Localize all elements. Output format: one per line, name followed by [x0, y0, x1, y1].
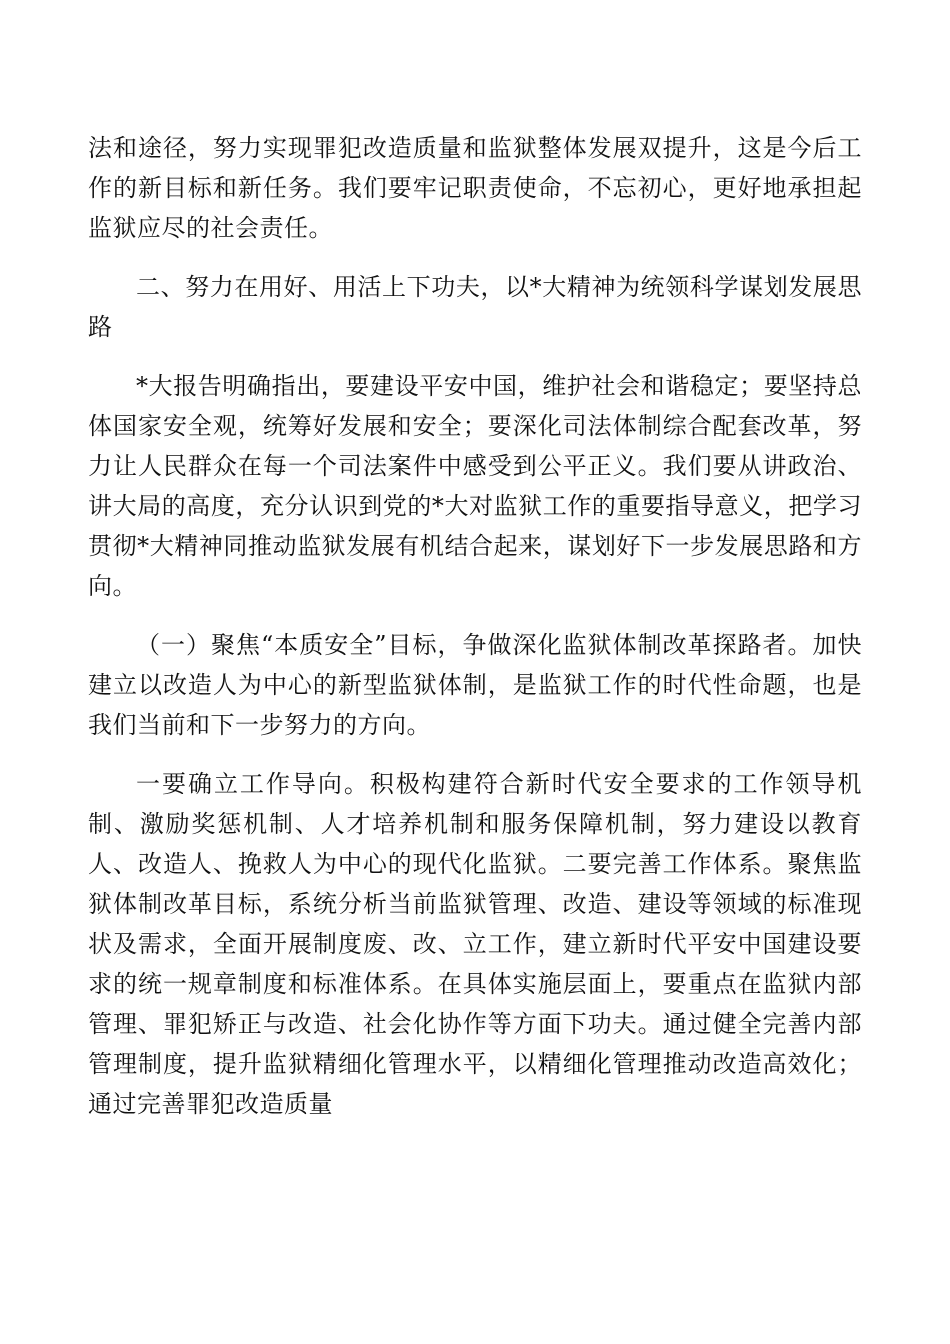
document-page — [88, 128, 862, 1124]
paragraph-continuation: 法和途径，努力实现罪犯改造质量和监狱整体发展双提升，这是今后工作的新目标和新任务。我们要牢记职责使命，不忘初心，更好地承担起监狱应尽的社会责任。 — [88, 134, 862, 242]
subsection-heading-1: （一）聚焦“本质安全”目标，争做深化监狱体制改革探路者。加快建立以改造人为中心的新型监狱体制，是监狱工作的时代性命题，也是我们当前和下一步努力的方向。 — [88, 631, 862, 739]
paragraph-work-system: 一要确立工作导向。积极构建符合新时代安全要求的工作领导机制、激励奖惩机制、人才培养机制和服务保障机制，努力建设以教育人、改造人、挽救人为中心的现代化监狱。二要完善工作体系。聚焦监狱体制改革目标，系统分析当前监狱管理、改造、建设等领域的标准现状及需求，全面开展制度废、改、立工作，建立新时代平安中国建设要求的统一规章制度和标准体系。在具体实施层面上，要重点在监狱内部管理、罪犯矫正与改造、社会化协作等方面下功夫。通过健全完善内部管理制度，提升监狱精细化管理水平，以精细化管理推动改造高效化；通过完善罪犯改造质量 — [88, 770, 862, 1118]
paragraph-report-summary: *大报告明确指出，要建设平安中国，维护社会和谐稳定；要坚持总体国家安全观，统筹好发展和安全；要深化司法体制综合配套改革，努力让人民群众在每一个司法案件中感受到公平正义。我们要从讲政治、讲大局的高度，充分认识到党的*大对监狱工作的重要指导意义，把学习贯彻*大精神同推动监狱发展有机结合起来，谋划好下一步发展思路和方向。 — [88, 372, 862, 600]
section-heading-2: 二、努力在用好、用活上下功夫，以*大精神为统领科学谋划发展思路 — [88, 273, 862, 341]
